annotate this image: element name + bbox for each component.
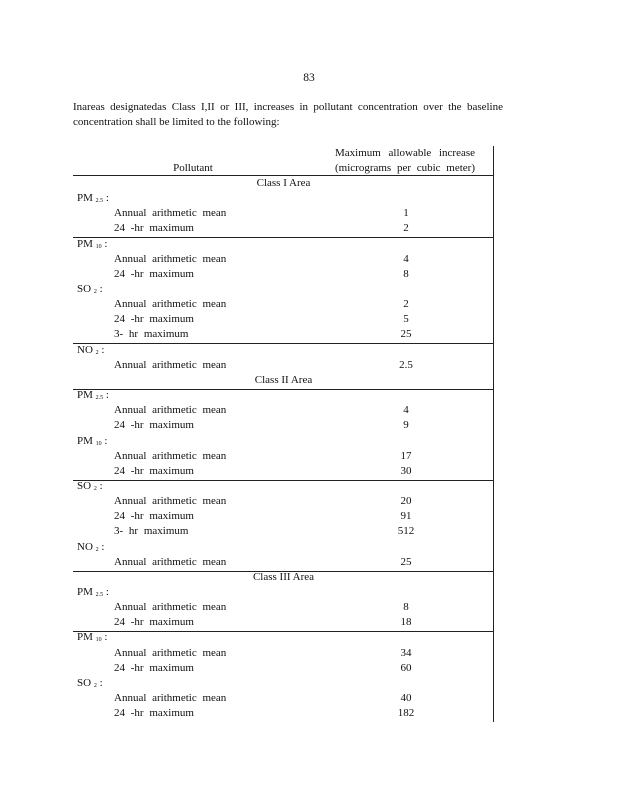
pollutant-symbol: PM bbox=[77, 631, 96, 643]
pollutant-name bbox=[77, 541, 104, 557]
averaging-period: Annual arithmetic mean bbox=[114, 359, 227, 371]
max-increase-value: 34 bbox=[400, 647, 412, 659]
pollutant-subscript: 10 bbox=[95, 441, 102, 447]
area-title: Class III Area bbox=[252, 571, 315, 583]
averaging-period: 3- hr maximum bbox=[114, 328, 189, 340]
pollutant-subscript: 2 bbox=[95, 350, 99, 356]
pollutant-symbol: PM bbox=[77, 238, 96, 250]
averaging-period: Annual arithmetic mean bbox=[114, 450, 227, 462]
max-increase-value: 20 bbox=[400, 495, 412, 507]
max-increase-value: 5 bbox=[403, 313, 409, 325]
averaging-period: Annual arithmetic mean bbox=[114, 404, 227, 416]
header-pollutant: Pollutant bbox=[173, 162, 213, 174]
pollutant-subscript: 2 bbox=[93, 486, 97, 492]
pollutant-subscript: 2 bbox=[93, 289, 97, 295]
max-increase-value: 2 bbox=[403, 298, 409, 310]
max-increase-value: 512 bbox=[397, 525, 415, 537]
max-increase-value: 182 bbox=[397, 707, 415, 719]
pollutant-colon: : bbox=[101, 631, 108, 643]
pollutant-colon: : bbox=[103, 389, 109, 401]
max-increase-value: 9 bbox=[403, 419, 409, 431]
averaging-period: Annual arithmetic mean bbox=[114, 556, 227, 568]
pollutant-name bbox=[77, 238, 107, 254]
averaging-period: 24 -hr maximum bbox=[114, 510, 194, 522]
max-increase-value: 8 bbox=[403, 268, 409, 280]
pollutant-subscript: 2 bbox=[95, 547, 99, 553]
pollutant-name bbox=[77, 677, 103, 693]
pollutant-colon: : bbox=[101, 435, 108, 447]
max-increase-value: 91 bbox=[400, 510, 412, 522]
pollutant-name bbox=[77, 283, 103, 299]
pollutant-name bbox=[77, 435, 107, 451]
pollutant-name bbox=[77, 480, 103, 496]
header-units: (micrograms per cubic meter) bbox=[335, 162, 475, 174]
area-title: Class II Area bbox=[254, 374, 313, 386]
pollutant-subscript: 2.5 bbox=[95, 198, 104, 204]
max-increase-value: 4 bbox=[403, 404, 409, 416]
averaging-period: 24 -hr maximum bbox=[114, 419, 194, 431]
table-rule bbox=[73, 343, 494, 344]
table-rule bbox=[73, 480, 494, 481]
pollutant-name bbox=[77, 586, 109, 602]
averaging-period: 24 -hr maximum bbox=[114, 707, 194, 719]
averaging-period: Annual arithmetic mean bbox=[114, 647, 227, 659]
max-increase-value: 40 bbox=[400, 692, 412, 704]
pollutant-symbol: SO bbox=[77, 480, 94, 492]
max-increase-value: 18 bbox=[400, 616, 412, 628]
intro-paragraph: Inareas designatedas Class I,II or III, increases in pollutant concentration over the baseline concentration shall be limited to the following: bbox=[73, 101, 503, 128]
pollutant-symbol: SO bbox=[77, 677, 94, 689]
table-rule bbox=[73, 631, 494, 632]
max-increase-value: 30 bbox=[400, 465, 412, 477]
max-increase-value: 17 bbox=[400, 450, 412, 462]
averaging-period: Annual arithmetic mean bbox=[114, 298, 227, 310]
pollutant-colon: : bbox=[98, 344, 105, 356]
pollutant-subscript: 2.5 bbox=[95, 592, 104, 598]
averaging-period: 24 -hr maximum bbox=[114, 465, 194, 477]
averaging-period: Annual arithmetic mean bbox=[114, 601, 227, 613]
pollutant-colon: : bbox=[103, 192, 109, 204]
pollutant-colon: : bbox=[98, 541, 105, 553]
averaging-period: Annual arithmetic mean bbox=[114, 692, 227, 704]
pollutant-subscript: 2.5 bbox=[95, 395, 104, 401]
pollutant-colon: : bbox=[96, 677, 103, 689]
pollutant-subscript: 10 bbox=[95, 244, 102, 250]
max-increase-value: 8 bbox=[403, 601, 409, 613]
table-rule bbox=[73, 237, 494, 238]
pollutant-colon: : bbox=[96, 283, 103, 295]
pollutant-name bbox=[77, 631, 107, 647]
area-title: Class I Area bbox=[256, 177, 311, 189]
pollutant-symbol: PM bbox=[77, 586, 96, 598]
averaging-period: 24 -hr maximum bbox=[114, 268, 194, 280]
pollutant-colon: : bbox=[103, 586, 109, 598]
pollutant-colon: : bbox=[96, 480, 103, 492]
pollutant-name bbox=[77, 344, 104, 360]
pollutant-symbol: NO bbox=[77, 344, 96, 356]
max-increase-value: 4 bbox=[403, 253, 409, 265]
max-increase-value: 1 bbox=[403, 207, 409, 219]
averaging-period: 24 -hr maximum bbox=[114, 222, 194, 234]
averaging-period: 24 -hr maximum bbox=[114, 616, 194, 628]
table-right-border bbox=[493, 146, 494, 722]
pollutant-subscript: 10 bbox=[95, 637, 102, 643]
pollutant-symbol: PM bbox=[77, 435, 96, 447]
pollutant-symbol: SO bbox=[77, 283, 94, 295]
averaging-period: 24 -hr maximum bbox=[114, 662, 194, 674]
max-increase-value: 2.5 bbox=[399, 359, 413, 371]
max-increase-value: 25 bbox=[400, 556, 412, 568]
pollutant-name bbox=[77, 389, 109, 405]
max-increase-value: 25 bbox=[400, 328, 412, 340]
pollutant-name bbox=[77, 192, 109, 208]
max-increase-value: 2 bbox=[403, 222, 409, 234]
page-number: 83 bbox=[303, 72, 315, 84]
averaging-period: 24 -hr maximum bbox=[114, 313, 194, 325]
table-rule bbox=[73, 175, 494, 176]
pollutant-colon: : bbox=[101, 238, 108, 250]
table-rule bbox=[73, 389, 494, 390]
averaging-period: Annual arithmetic mean bbox=[114, 495, 227, 507]
averaging-period: 3- hr maximum bbox=[114, 525, 189, 537]
averaging-period: Annual arithmetic mean bbox=[114, 207, 227, 219]
max-increase-value: 60 bbox=[400, 662, 412, 674]
header-max-increase: Maximum allowable increase bbox=[335, 147, 475, 159]
averaging-period: Annual arithmetic mean bbox=[114, 253, 227, 265]
pollutant-symbol: PM bbox=[77, 192, 96, 204]
pollutant-symbol: PM bbox=[77, 389, 96, 401]
pollutant-subscript: 2 bbox=[93, 683, 97, 689]
pollutant-symbol: NO bbox=[77, 541, 96, 553]
